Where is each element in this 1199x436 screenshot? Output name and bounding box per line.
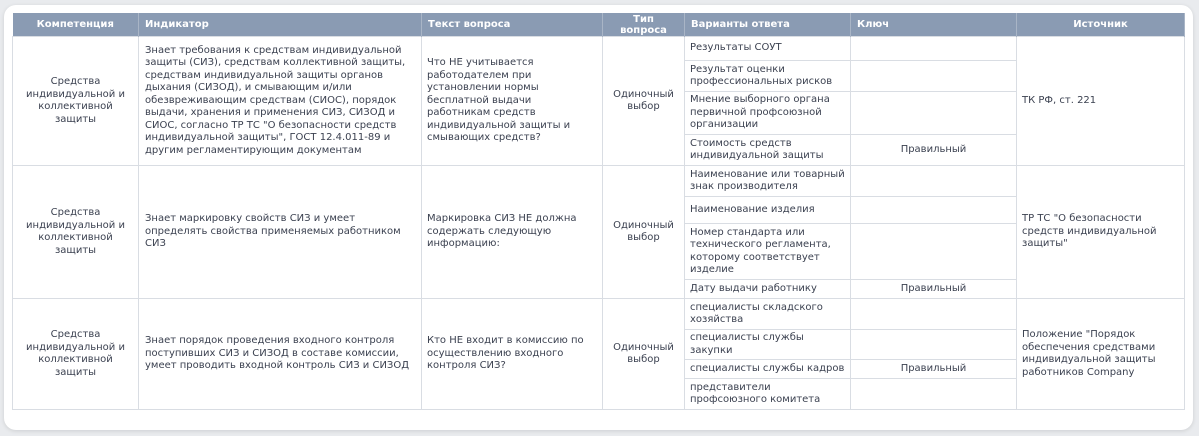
question-type-cell: Одиночный выбор [603, 299, 685, 410]
key-cell [851, 330, 1017, 360]
answer-cell: Результаты СОУТ [685, 37, 851, 61]
question-cell: Кто НЕ входит в комиссию по осуществлению входного контроля СИЗ? [422, 299, 603, 410]
answer-cell: Номер стандарта или технического регламента, которому соответствует изделие [685, 224, 851, 280]
competence-cell: Средства индивидуальной и коллективной защиты [13, 166, 139, 299]
question-cell: Что НЕ учитывается работодателем при установлении нормы бесплатной выдачи работникам средств индивидуальной защиты и смывающих средств? [422, 37, 603, 166]
header-competence[interactable]: Компетенция [13, 13, 139, 37]
answer-cell: представители профсоюзного комитета [685, 379, 851, 410]
questions-table [12, 13, 1185, 410]
key-cell [851, 197, 1017, 224]
header-source[interactable]: Источник [1017, 13, 1185, 37]
indicator-cell: Знает требования к средствам индивидуальной защиты (СИЗ), средствам коллективной защиты, средствам индивидуальной защиты органов дыхания (СИЗОД), и смывающим и/или обезвреживающим средствам (СИОС), порядок выдачи, хранения и применения СИЗ, СИЗОД и СИОС, согласно ТР ТС "О безопасности средств индивидуальной защиты", ГОСТ 12.4.011-89 и другим регламентирующим документам [139, 37, 422, 166]
header-row [13, 13, 1185, 37]
key-cell [851, 299, 1017, 330]
source-cell: ТК РФ, ст. 221 [1017, 37, 1185, 166]
answer-cell: Результат оценки профессиональных рисков [685, 61, 851, 92]
key-cell [851, 379, 1017, 410]
question-type-cell: Одиночный выбор [603, 166, 685, 299]
answer-cell: Мнение выборного органа первичной профсоюзной организации [685, 92, 851, 135]
question-cell: Маркировка СИЗ НЕ должна содержать следующую информацию: [422, 166, 603, 299]
header-key[interactable]: Ключ [851, 13, 1017, 37]
table-card [4, 5, 1193, 430]
table-row [13, 37, 1185, 61]
source-cell: Положение "Порядок обеспечения средствами индивидуальной защиты работников Company [1017, 299, 1185, 410]
answer-cell: Стоимость средств индивидуальной защиты [685, 135, 851, 166]
answer-cell: специалисты складского хозяйства [685, 299, 851, 330]
header-answers[interactable]: Варианты ответа [685, 13, 851, 37]
header-question[interactable]: Текст вопроса [422, 13, 603, 37]
question-type-cell: Одиночный выбор [603, 37, 685, 166]
header-question-type[interactable]: Тип вопроса [603, 13, 685, 37]
answer-cell: Наименование изделия [685, 197, 851, 224]
table-row [13, 299, 1185, 330]
key-cell: Правильный [851, 135, 1017, 166]
answer-cell: Наименование или товарный знак производителя [685, 166, 851, 197]
header-indicator[interactable]: Индикатор [139, 13, 422, 37]
key-cell [851, 37, 1017, 61]
key-cell: Правильный [851, 360, 1017, 379]
table-row [13, 166, 1185, 197]
indicator-cell: Знает маркировку свойств СИЗ и умеет определять свойства применяемых работником СИЗ [139, 166, 422, 299]
competence-cell: Средства индивидуальной и коллективной защиты [13, 299, 139, 410]
competence-cell: Средства индивидуальной и коллективной защиты [13, 37, 139, 166]
key-cell [851, 92, 1017, 135]
answer-cell: специалисты службы закупки [685, 330, 851, 360]
key-cell: Правильный [851, 280, 1017, 299]
indicator-cell: Знает порядок проведения входного контроля поступивших СИЗ и СИЗОД в составе комиссии, умеет проводить входной контроль СИЗ и СИЗОД [139, 299, 422, 410]
answer-cell: Дату выдачи работнику [685, 280, 851, 299]
answer-cell: специалисты службы кадров [685, 360, 851, 379]
key-cell [851, 61, 1017, 92]
key-cell [851, 166, 1017, 197]
key-cell [851, 224, 1017, 280]
source-cell: ТР ТС "О безопасности средств индивидуальной защиты" [1017, 166, 1185, 299]
